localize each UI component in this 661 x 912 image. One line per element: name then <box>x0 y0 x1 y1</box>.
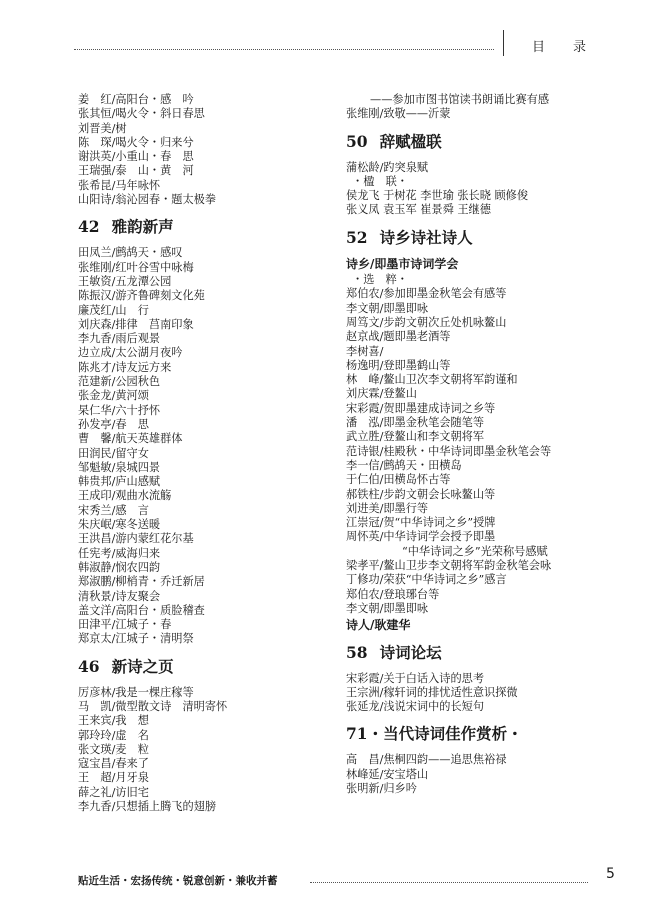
toc-entry: 朱庆岷/寒冬送暖 <box>78 518 161 532</box>
toc-entry: 厉彦林/我是一棵庄稼等 <box>78 685 194 699</box>
right-column <box>346 93 626 796</box>
toc-entry: 郑京太/江城子・清明祭 <box>78 632 194 646</box>
toc-entry: 杨逸明/登即墨鹤山等 <box>346 358 451 372</box>
toc-entry: 清秋景/诗友聚会 <box>78 589 161 603</box>
toc-entry: 刘庆霖/登鳌山 <box>346 387 417 401</box>
toc-entry: 李一信/鹧鸪天・田横岛 <box>346 458 462 472</box>
toc-entry: 田润民/留守女 <box>78 446 149 460</box>
toc-entry: 王成印/观曲水流觞 <box>78 489 172 503</box>
toc-entry: 林 峰/鳌山卫次李文朝将军韵谨和 <box>346 373 518 387</box>
section-heading-52 <box>346 227 626 249</box>
toc-entry: 侯龙飞 于树花 李世瑜 张长晓 顾修俊 <box>346 189 529 203</box>
group-heading: 诗乡/即墨市诗词学会 <box>346 256 459 271</box>
toc-entry: 潘 泓/即墨金秋笔会随笔等 <box>346 416 485 430</box>
toc-entry: 李文朝/即墨即咏 <box>346 301 429 315</box>
toc-entry: 刘进美/即墨行等 <box>346 501 429 515</box>
toc-entry: 周怀英/中华诗词学会授予即墨 <box>346 530 496 544</box>
group-heading: 诗人/耿建华 <box>346 618 411 633</box>
section-title: 诗词论坛 <box>379 642 442 662</box>
toc-entry: 张义凤 袁玉军 崔景舜 王继德 <box>346 203 491 217</box>
toc-entry: 陈 琛/喝火令・归来兮 <box>78 135 194 149</box>
toc-entry: 李树喜/ <box>346 344 384 358</box>
toc-entry: 谢洪英/小重山・春 思 <box>78 150 194 164</box>
section-heading-58 <box>346 642 626 664</box>
toc-entry: 范诗银/桂殿秋・中华诗词即墨金秋笔会等 <box>346 444 552 458</box>
toc-entry: 任宪考/威海归来 <box>78 546 161 560</box>
toc-entry: 韩淑静/悯农四韵 <box>78 560 161 574</box>
toc-entry: 姜 红/高阳台・感 吟 <box>78 93 194 106</box>
section-52-list <box>346 257 626 633</box>
toc-entry: 张维刚/红叶谷雪中咏梅 <box>78 260 194 274</box>
toc-entry: 郑伯农/登琅琊台等 <box>346 587 440 601</box>
toc-entry: 李九香/只想插上腾飞的翅膀 <box>78 800 217 814</box>
section-heading-46 <box>78 656 328 678</box>
section-heading-42 <box>78 216 328 238</box>
section-42-list <box>78 246 328 646</box>
footer-dotted-rule <box>310 882 588 883</box>
section-number: 42 <box>78 217 100 237</box>
toc-entry: 李九香/雨后观景 <box>78 332 161 346</box>
subsection-label: ・楹 联・ <box>352 174 408 188</box>
right-intro-list <box>346 93 626 122</box>
section-heading-71 <box>346 723 626 745</box>
toc-entry-continuation: “中华诗词之乡”光荣称号感赋 <box>402 544 548 558</box>
toc-entry: 曹 馨/航天英雄群体 <box>78 432 183 446</box>
toc-entry: 马 凯/微型散文诗 清明寄怀 <box>78 699 228 713</box>
toc-entry: 薛之礼/访旧宅 <box>78 785 149 799</box>
toc-entry: 山阳诗/翁沁园春・题太极拳 <box>78 193 217 207</box>
toc-entry: 张文瑛/麦 粒 <box>78 742 149 756</box>
section-58-list <box>346 672 626 715</box>
left-column <box>78 93 328 814</box>
section-71-list <box>346 753 626 796</box>
toc-entry-continuation: ——参加市图书馆读书朗诵比赛有感 <box>370 93 550 106</box>
toc-entry: 张延龙/浅说宋词中的长短句 <box>346 700 485 714</box>
toc-entry: 刘晋美/树 <box>78 121 127 135</box>
toc-entry: 王瑞强/泰 山・黄 河 <box>78 164 194 178</box>
toc-entry: 郭玲玲/虚 名 <box>78 728 149 742</box>
toc-entry: 郑淑鹏/柳梢青・乔迁新居 <box>78 575 205 589</box>
toc-entry: 陈振汉/游齐鲁碑刻文化苑 <box>78 289 205 303</box>
toc-entry: 周笃文/步韵文朝次丘处机咏鳌山 <box>346 315 507 329</box>
toc-entry: 高 昌/焦桐四韵——追思焦裕禄 <box>346 753 507 767</box>
toc-entry: 郑伯农/参加即墨金秋笔会有感等 <box>346 287 507 301</box>
section-number: 46 <box>78 656 100 676</box>
section-number: 71・ <box>346 724 384 744</box>
page-number: 5 <box>606 866 615 882</box>
toc-entry: 张其恒/喝火令・斜日春思 <box>78 107 205 121</box>
toc-entry: 张维刚/致敬——沂蒙 <box>346 107 451 121</box>
toc-entry: 田津平/江城子・春 <box>78 618 172 632</box>
toc-entry: 王洪昌/游内蒙红花尔基 <box>78 532 194 546</box>
section-title: 辞赋楹联 <box>379 131 442 151</box>
toc-entry: 赵京战/题即墨老酒等 <box>346 330 451 344</box>
section-title: 雅韵新声 <box>111 217 174 237</box>
footer-slogan: 贴近生活・宏扬传统・锐意创新・兼收并蓄 <box>78 875 278 887</box>
section-number: 58 <box>346 642 368 662</box>
subsection-label: ・选 粹・ <box>352 273 408 287</box>
section-46-list <box>78 686 328 815</box>
toc-entry: 张金龙/黄河颂 <box>78 389 149 403</box>
toc-entry: 李文朝/即墨即咏 <box>346 601 429 615</box>
header-divider <box>503 30 504 56</box>
left-intro-list <box>78 93 328 207</box>
toc-entry: 邹魁敏/泉城四景 <box>78 460 161 474</box>
section-title: 诗乡诗社诗人 <box>379 227 473 247</box>
header-title: 目录 <box>532 40 615 55</box>
section-title: 当代诗词佳作赏析・ <box>383 724 523 744</box>
section-number: 50 <box>346 131 368 151</box>
toc-entry: 杲仁华/六十抒怀 <box>78 403 161 417</box>
section-title: 新诗之页 <box>111 656 174 676</box>
toc-entry: 张希昆/马年咏怀 <box>78 178 161 192</box>
toc-entry: 宋秀兰/感 言 <box>78 503 149 517</box>
toc-entry: 范建新/公园秋色 <box>78 375 161 389</box>
toc-entry: 王来宾/我 想 <box>78 714 149 728</box>
toc-entry: 江崇冠/贺“中华诗词之乡”授牌 <box>346 516 496 530</box>
toc-entry: 王宗洲/稼轩词的排忧适性意识探微 <box>346 685 518 699</box>
toc-entry: 于仁伯/田横岛怀古等 <box>346 473 451 487</box>
toc-entry: 蒲松龄/趵突泉赋 <box>346 160 429 174</box>
toc-entry: 韩贵邦/庐山感赋 <box>78 475 161 489</box>
toc-entry: 宋彩霞/关于白话入诗的思考 <box>346 671 485 685</box>
toc-entry: 梁孝平/鳌山卫步李文朝将军韵金秋笔会咏 <box>346 559 552 573</box>
toc-entry: 丁修功/荣获“中华诗词之乡”感言 <box>346 573 507 587</box>
section-50-list <box>346 161 626 218</box>
toc-entry: 盖文洋/高阳台・质脸稽查 <box>78 603 205 617</box>
toc-entry: 武立胜/登鳌山和李文朝将军 <box>346 430 485 444</box>
toc-entry: 田凤兰/鹧鸪天・感叹 <box>78 246 183 260</box>
toc-entry: 孙发亭/春 思 <box>78 417 149 431</box>
toc-entry: 廉茂红/山 行 <box>78 303 149 317</box>
toc-entry: 刘庆森/排律 莒南印象 <box>78 317 194 331</box>
toc-entry: 王 超/月牙泉 <box>78 771 149 785</box>
header-dotted-rule <box>74 49 494 50</box>
toc-entry: 林峰延/安宝塔山 <box>346 767 429 781</box>
toc-entry: 寇宝昌/春来了 <box>78 757 149 771</box>
toc-entry: 张明新/归乡吟 <box>346 781 417 795</box>
section-number: 52 <box>346 227 368 247</box>
toc-entry: 边立成/太公湖月夜吟 <box>78 346 183 360</box>
toc-entry: 王敏资/五龙潭公园 <box>78 274 172 288</box>
toc-entry: 郝铁柱/步韵文朝会长咏鳌山等 <box>346 487 496 501</box>
section-heading-50 <box>346 131 626 153</box>
toc-entry: 陈兆才/诗友远方来 <box>78 360 172 374</box>
toc-entry: 宋彩霞/贺即墨建成诗词之乡等 <box>346 401 496 415</box>
